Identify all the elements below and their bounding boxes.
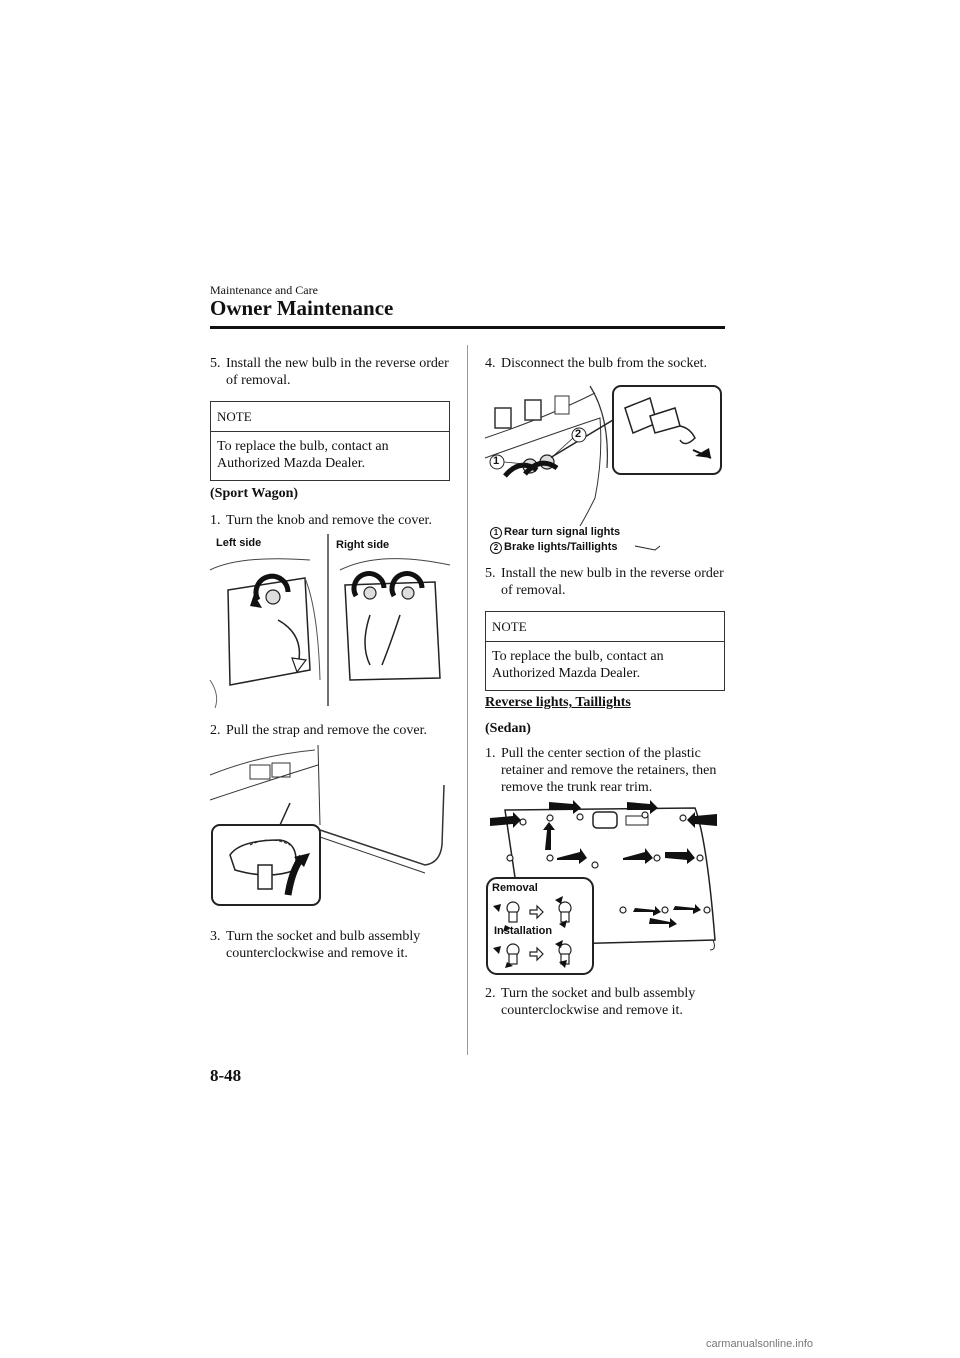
legend-rear-turn-signal <box>490 526 620 539</box>
step-number: 5. <box>485 566 496 581</box>
cover-knob-figure <box>210 530 460 710</box>
step-number: 5. <box>210 356 221 371</box>
step-text-cont: counterclockwise and remove it. <box>501 1003 683 1018</box>
note-text: To replace the bulb, contact an <box>217 439 389 454</box>
strap-cover-figure <box>210 745 460 915</box>
step-text-cont: counterclockwise and remove it. <box>226 946 408 961</box>
callout-2: 2 <box>575 428 582 440</box>
step-text: Pull the strap and remove the cover. <box>226 723 427 738</box>
removal-label: Removal <box>492 882 538 894</box>
note-heading: NOTE <box>211 402 449 432</box>
step-text: Turn the socket and bulb assembly <box>226 929 421 944</box>
section-kicker: Maintenance and Care <box>210 283 318 297</box>
right-side-label: Right side <box>336 539 390 551</box>
note-box-right <box>485 611 725 691</box>
title-rule <box>210 326 725 329</box>
left-step-3 <box>210 928 460 962</box>
page-title: Owner Maintenance <box>210 296 394 320</box>
step-number: 2. <box>210 723 221 738</box>
note-heading: NOTE <box>486 612 724 642</box>
installation-label: Installation <box>494 925 553 937</box>
right-step-1 <box>485 745 730 796</box>
legend-text: Brake lights/Taillights <box>504 541 618 553</box>
sport-wagon-heading: (Sport Wagon) <box>210 486 299 501</box>
note-box-left <box>210 401 450 481</box>
legend-text: Rear turn signal lights <box>504 526 621 538</box>
watermark-link[interactable]: carmanualsonline.info <box>706 1338 814 1350</box>
step-text: Pull the center section of the plastic <box>501 746 701 761</box>
sedan-heading: (Sedan) <box>485 721 531 736</box>
step-number: 3. <box>210 929 221 944</box>
step-text-cont: remove the trunk rear trim. <box>501 780 653 795</box>
right-step-4 <box>485 355 730 372</box>
step-text-cont: retainer and remove the retainers, then <box>501 763 717 778</box>
left-side-label: Left side <box>216 537 262 549</box>
right-step-2 <box>485 985 730 1019</box>
note-text-cont: Authorized Mazda Dealer. <box>217 456 366 471</box>
legend-brake-lights <box>490 541 618 554</box>
step-text: Install the new bulb in the reverse order <box>501 566 724 581</box>
step-number: 2. <box>485 986 496 1001</box>
step-text-cont: of removal. <box>501 583 566 598</box>
step-text: Turn the socket and bulb assembly <box>501 986 696 1001</box>
step-text-cont: of removal. <box>226 373 291 388</box>
step-text: Install the new bulb in the reverse order <box>226 356 449 371</box>
step-text: Turn the knob and remove the cover. <box>226 513 432 528</box>
left-step-2 <box>210 722 460 739</box>
left-step-1 <box>210 512 460 529</box>
reverse-lights-heading: Reverse lights, Taillights <box>485 695 631 710</box>
note-text-cont: Authorized Mazda Dealer. <box>492 666 641 681</box>
step-text: Disconnect the bulb from the socket. <box>501 356 708 371</box>
step-number: 4. <box>485 356 496 371</box>
column-divider <box>467 345 468 1055</box>
left-step-5 <box>210 355 460 389</box>
bulb-socket-figure <box>485 378 725 528</box>
legend-number-icon: 1 <box>490 527 502 539</box>
page-number: 8-48 <box>210 1066 242 1085</box>
step-number: 1. <box>485 746 496 761</box>
legend-number-icon: 2 <box>490 542 502 554</box>
note-text: To replace the bulb, contact an <box>492 649 664 664</box>
step-number: 1. <box>210 513 221 528</box>
right-step-5 <box>485 565 730 599</box>
callout-1: 1 <box>493 455 500 467</box>
